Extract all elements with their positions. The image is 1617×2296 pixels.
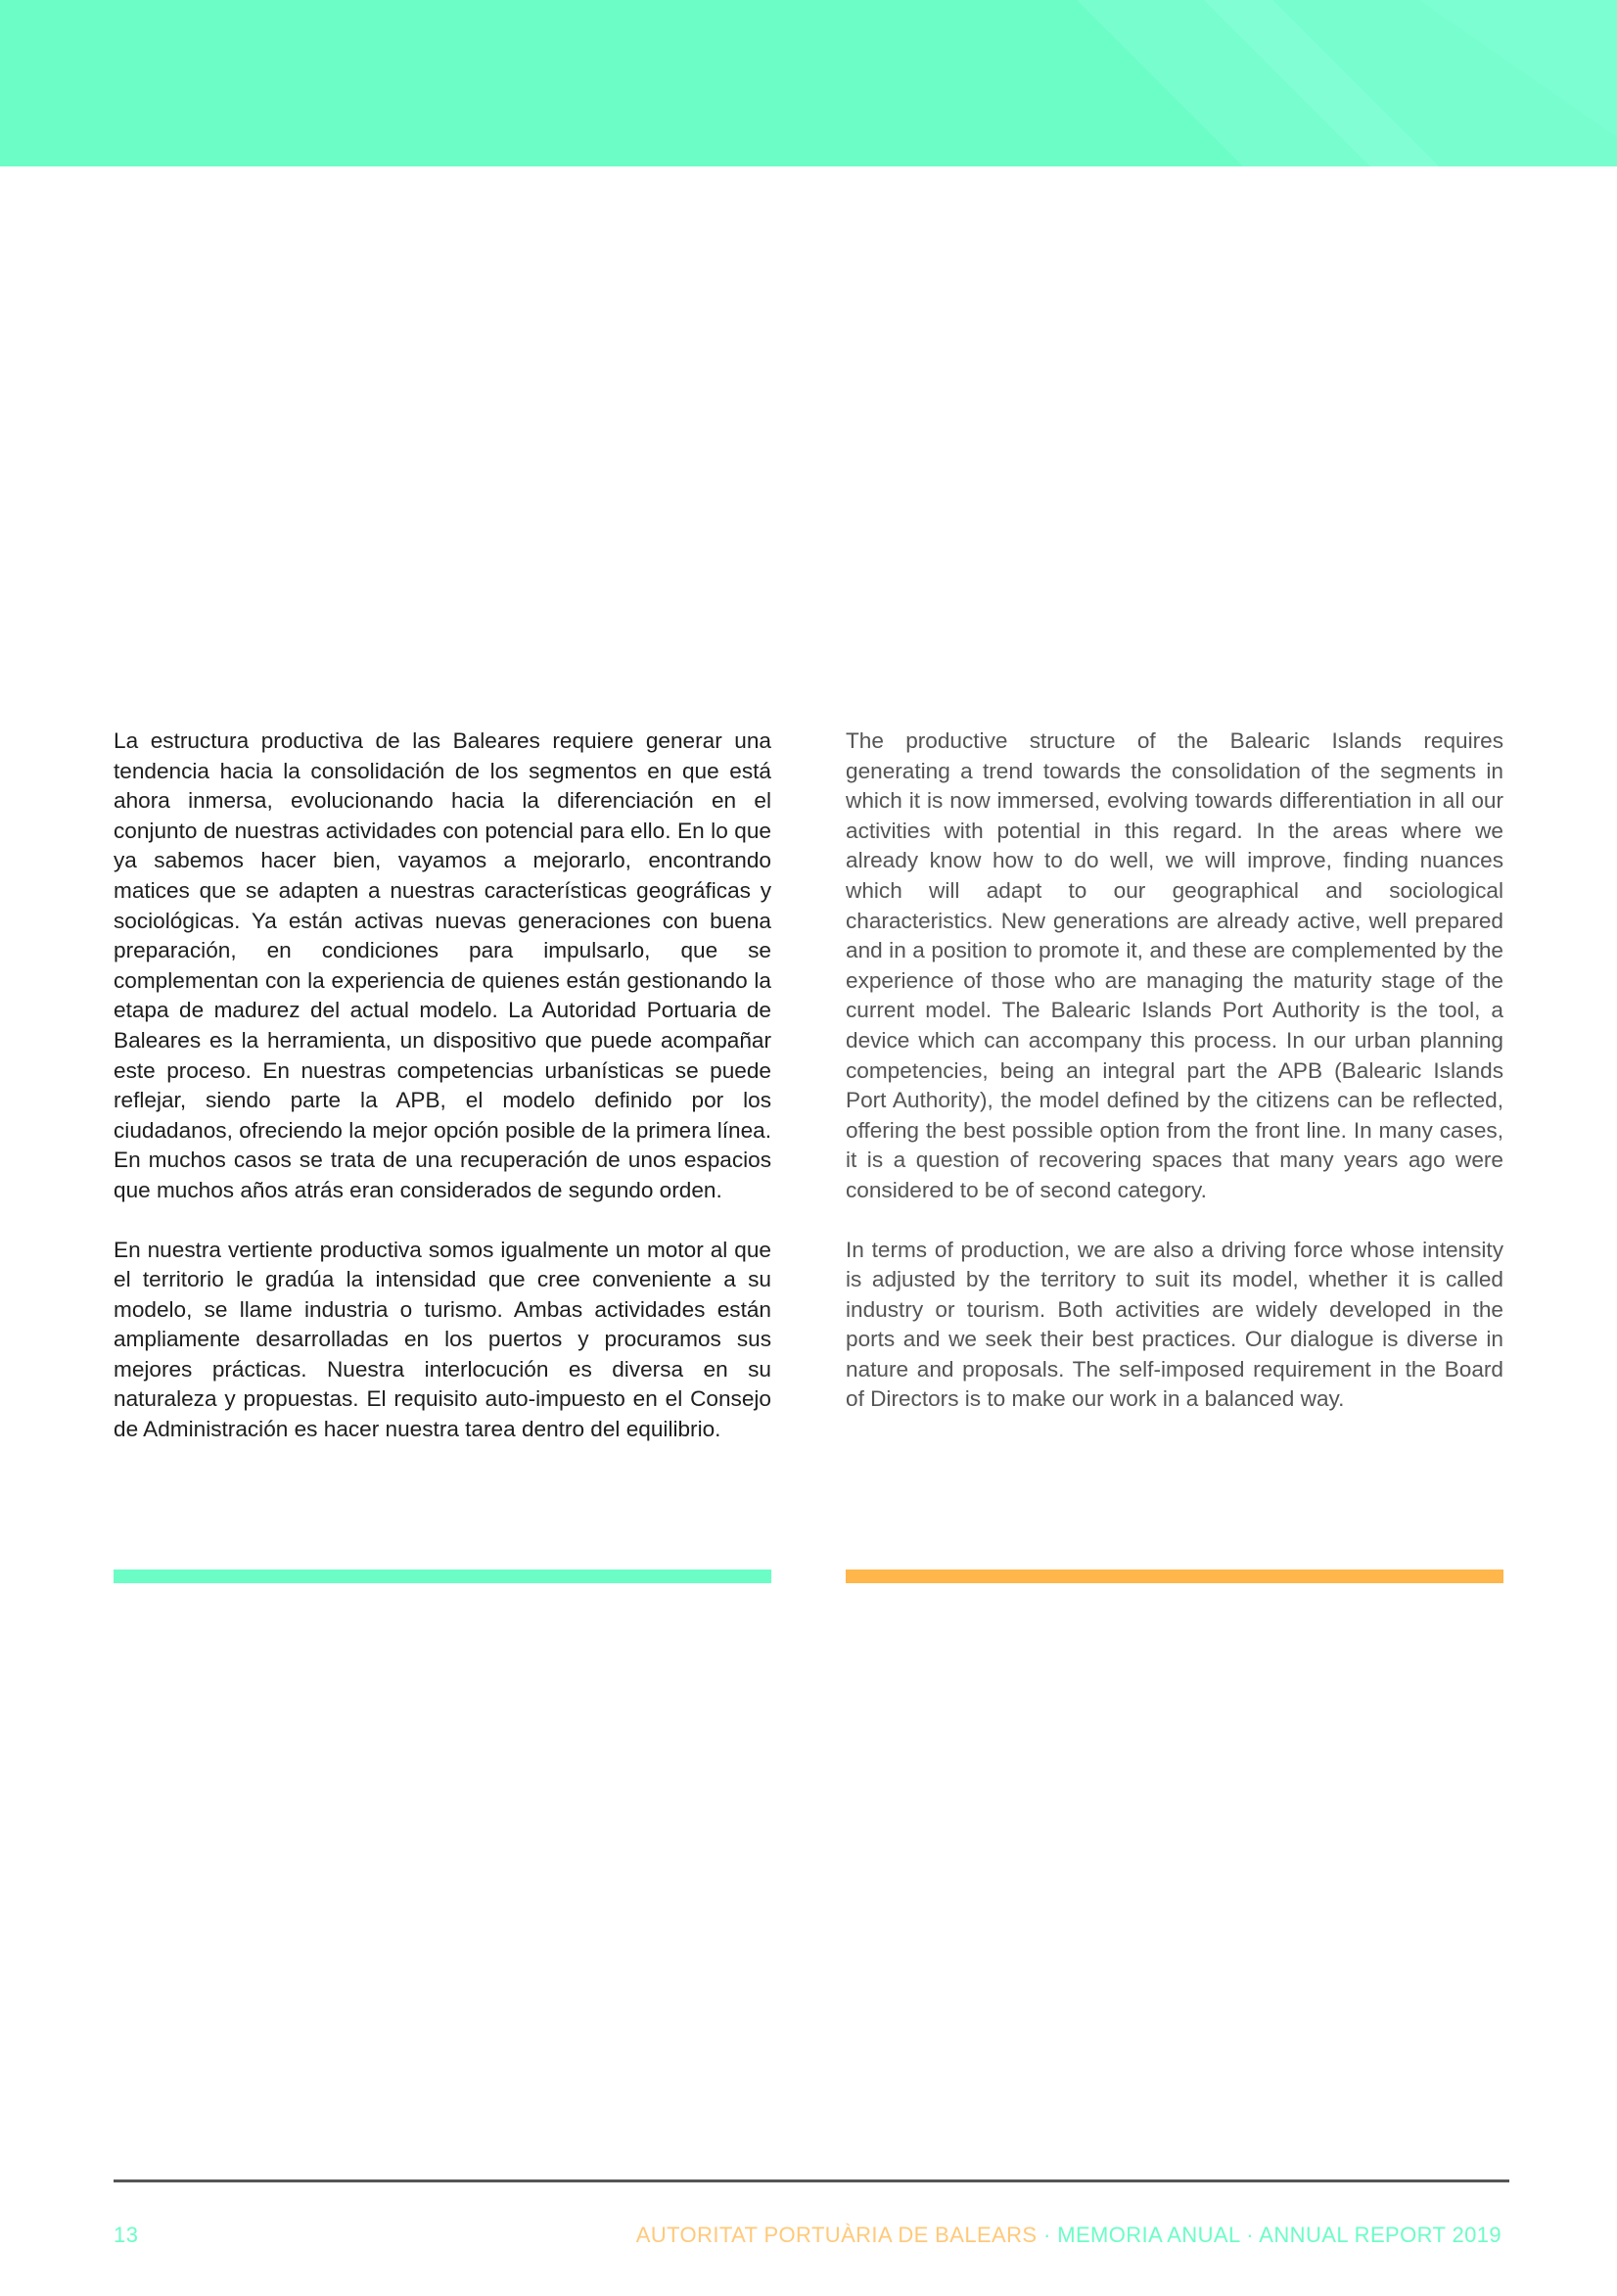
header-band: [0, 0, 1617, 166]
spanish-paragraph-1: La estructura productiva de las Baleares requiere generar una tendencia hacia la consolidación de los segmentos en que está ahora inmersa, evolucionando hacia la diferenciación en el conjunto de nuestras actividades con potencial para ello. En lo que ya sabemos hacer bien, vayamos a mejorarlo, encontrando matices que se adapten a nuestras características geográficas y sociológicas. Ya están activas nuevas generaciones con buena preparación, en condiciones para impulsarlo, que se complementan con la experiencia de quienes están gestionando la etapa de madurez del actual modelo. La Autoridad Portuaria de Baleares es la herramienta, un dispositivo que puede acompañar este proceso. En nuestras competencias urbanísticas se puede reflejar, siendo parte la APB, el modelo definido por los ciudadanos, ofreciendo la mejor opción posible de la primera línea. En muchos casos se trata de una recuperación de unos espacios que muchos años atrás eran considerados de segundo orden.: [114, 728, 771, 1202]
header-diagonal-pattern: [0, 0, 1617, 166]
spanish-column-divider: [114, 1570, 771, 1583]
spanish-paragraph-2: En nuestra vertiente productiva somos igualmente un motor al que el territorio le gradúa la intensidad que cree conveniente a su modelo, se llame industria o turismo. Ambas actividades están ampliamente desarrolladas en los puertos y procuramos sus mejores prácticas. Nuestra interlocución es diversa en su naturaleza y propuestas. El requisito auto-impuesto en el Consejo de Administración es hacer nuestra tarea dentro del equilibrio.: [114, 1237, 771, 1442]
english-paragraph-1: The productive structure of the Balearic Islands requires generating a trend towards the consolidation of the segments in which it is now immersed, evolving towards differentiation in all our activities with potential in this regard. In the areas where we already know how to do well, we will improve, finding nuances which will adapt to our geographical and sociological characteristics. New generations are already active, well prepared and in a position to promote it, and these are complemented by the experience of those who are managing the maturity stage of the current model. The Balearic Islands Port Authority is the tool, a device which can accompany this process. In our urban planning competencies, being an integral part the APB (Balearic Islands Port Authority), the model defined by the citizens can be reflected, offering the best possible option from the front line. In many cases, it is a question of recovering spaces that many years ago were considered to be of second category.: [846, 728, 1503, 1202]
footer-report-name: · MEMORIA ANUAL · ANNUAL REPORT 2019: [1037, 2223, 1502, 2247]
english-column-divider: [846, 1570, 1503, 1583]
footer-organization: AUTORITAT PORTUÀRIA DE BALEARS: [635, 2223, 1038, 2247]
footer-rule: [114, 2179, 1509, 2182]
english-paragraph-2: In terms of production, we are also a driving force whose intensity is adjusted by the territory to suit its model, whether it is called industry or tourism. Both activities are widely developed in the ports and we seek their best practices. Our dialogue is diverse in nature and proposals. The self-imposed requirement in the Board of Directors is to make our work in a balanced way.: [846, 1237, 1503, 1412]
english-column: [846, 726, 1503, 1444]
footer-title: [636, 2223, 1502, 2248]
spanish-column: [114, 726, 771, 1475]
page-number: 13: [114, 2223, 139, 2247]
